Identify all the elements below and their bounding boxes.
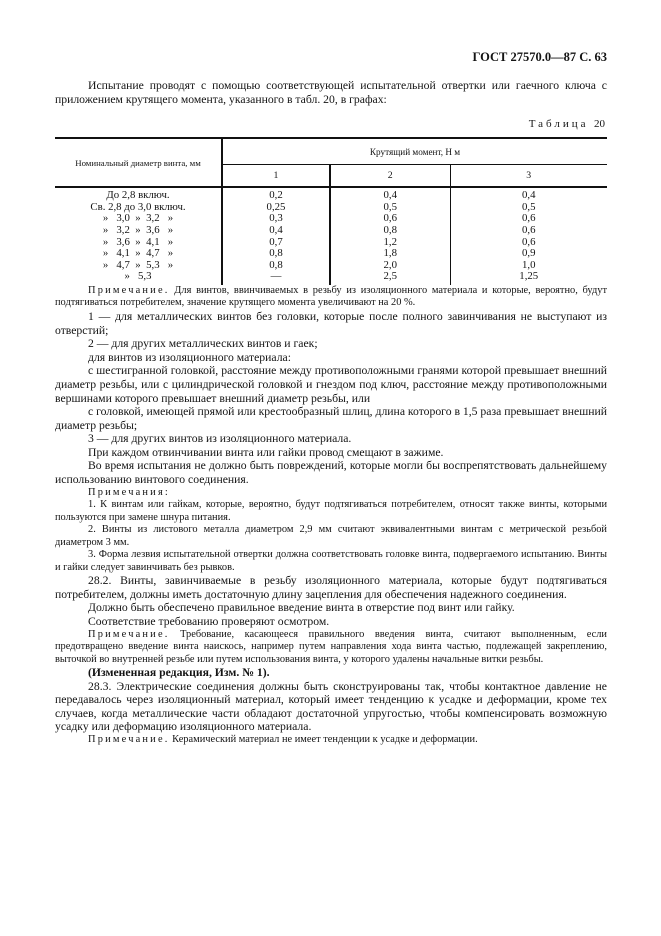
- section-28-2-paragraph-1: 28.2. Винты, завинчиваемые в резьбу изоляционного материала, которые будут подтягиваться потребителем, должны иметь достаточную длину зацепления для обеспечения надежного соединения.: [55, 574, 607, 601]
- cell-torque-2: 0,8: [330, 225, 450, 237]
- intro-paragraph: Испытание проводят с помощью соответствующей испытательной отвертки или гаечного ключа с приложением крутящего момента, указанного в табл. 20, в графах:: [55, 79, 607, 106]
- table-caption-number: 20: [594, 118, 605, 131]
- section-28-2-note-text: Требование, касающееся правильного введения винта, считают выполненным, если предотвращено введение винта наискось, например путем направления хода винта частью, подлежащей закреплению, выточкой во внутренней резьбе или путем использования винта, у которого удалены начальные витки резьбы.: [55, 628, 607, 665]
- cell-torque-2: 2,5: [330, 271, 450, 285]
- cell-diameter: » 4,7 » 5,3 »: [55, 260, 222, 272]
- cell-torque-2: 2,0: [330, 260, 450, 272]
- cell-torque-3: 0,6: [522, 212, 536, 225]
- table-subheader-3: 3: [450, 165, 607, 188]
- table-row: [55, 271, 607, 285]
- table-row: [55, 248, 607, 260]
- list-item-2a: для винтов из изоляционного материала:: [88, 350, 291, 364]
- cell-torque-1: 0,8: [222, 248, 330, 260]
- list-item-1: 1 — для металлических винтов без головки, которые после полного завинчивания не выступают из отверстий;: [55, 309, 607, 337]
- section-28-2-paragraph-2: Должно быть обеспечено правильное введение винта в отверстие под винт или гайку.: [88, 601, 515, 615]
- table-row: [55, 225, 607, 237]
- doc-reference-header: ГОСТ 27570.0—87 С. 63: [472, 50, 607, 64]
- cell-diameter: До 2,8 включ.: [55, 187, 222, 202]
- cell-torque-1: 0,8: [222, 260, 330, 272]
- cell-torque-2: 0,6: [330, 213, 450, 225]
- cell-torque-2: 1,2: [330, 237, 450, 249]
- cell-torque-1: 0,7: [222, 237, 330, 249]
- list-item-2b: с шестигранной головкой, расстояние между противоположными гранями которой превышает внешний диаметр резьбы, или с цилиндрической головкой и гнездом под ключ, расстояние между противоположными вершинами которого превышает внешний диаметр резьбы, или: [55, 364, 607, 405]
- cell-torque-3: 0,9: [522, 247, 536, 260]
- cell-torque-1: 0,4: [222, 225, 330, 237]
- cell-diameter: » 3,6 » 4,1 »: [55, 237, 222, 249]
- table-subheader-2: 2: [330, 165, 450, 188]
- table-header-torque-group: Крутящий момент, Н м: [222, 138, 607, 165]
- table-header-diameter: Номинальный диаметр винта, мм: [55, 138, 222, 187]
- list-item-2c: с головкой, имеющей прямой или крестообразный шлиц, длина которого в 1,5 раза превышает внешний диаметр резьбы;: [55, 405, 607, 432]
- table-subheader-1: 1: [222, 165, 330, 188]
- section-28-3-note: [55, 734, 607, 747]
- table-header-row-group: [55, 138, 607, 165]
- section-28-2-paragraph-3: Соответствие требованию проверяют осмотром.: [88, 614, 330, 628]
- cell-diameter: » 3,0 » 3,2 »: [55, 213, 222, 225]
- cell-torque-1: 0,2: [222, 187, 330, 202]
- table-note-text: Для винтов, ввинчиваемых в резьбу из изоляционного материала и которые, вероятно, будут подтягиваться потребителем, значение крутящего момента увеличивают на 20 %.: [55, 284, 607, 309]
- table-caption: [55, 118, 605, 131]
- list-item-2: 2 — для других металлических винтов и гаек;: [88, 337, 318, 351]
- torque-table: [55, 137, 607, 285]
- note-item-2: 2. Винты из листового металла диаметром 2,9 мм считают эквивалентными винтам с метрической резьбой диаметром 3 мм.: [55, 524, 607, 548]
- paragraph-unscrew: При каждом отвинчивании винта или гайки провод смещают в зажиме.: [88, 445, 444, 459]
- cell-torque-3: 0,4: [522, 189, 536, 202]
- paragraph-damage: Во время испытания не должно быть повреждений, которые могли бы воспрепятствовать дальнейшему использованию винтового соединения.: [55, 459, 607, 487]
- section-28-2-note: [55, 629, 607, 667]
- section-28-2-note-prefix: Примечание.: [88, 628, 170, 640]
- cell-torque-2: 1,8: [330, 248, 450, 260]
- cell-torque-2: 0,4: [330, 187, 450, 202]
- cell-diameter: » 4,1 » 4,7 »: [55, 248, 222, 260]
- cell-diameter: » 5,3: [55, 271, 222, 285]
- cell-diameter: » 3,2 » 3,6 »: [55, 225, 222, 237]
- cell-torque-3: 0,6: [522, 223, 536, 236]
- section-28-3-paragraph-1: 28.3. Электрические соединения должны быть сконструированы так, чтобы контактное давление не передавалось через изоляционный материал, который имеет тенденцию к усадке и деформации, кроме тех случаев, когда металлические части обладают достаточной упругостью, чтобы компенсировать возможную усадку или деформацию изоляционного материала.: [55, 679, 607, 734]
- cell-torque-3: 0,6: [522, 235, 536, 248]
- note-item-1: 1. К винтам или гайкам, которые, вероятно, будут подтягиваться потребителем, относят также винты, которыми пользуются при замене шнура питания.: [55, 499, 607, 523]
- cell-torque-3: 0,5: [522, 200, 536, 213]
- notes-heading: [55, 487, 607, 500]
- cell-torque-3: 1,0: [522, 258, 536, 271]
- table-row: [55, 187, 607, 202]
- cell-torque-1: 0,25: [222, 202, 330, 214]
- list-item-3: 3 — для других винтов из изоляционного материала.: [88, 432, 352, 446]
- cell-torque-1: 0,3: [222, 213, 330, 225]
- notes-heading-text: Примечания:: [88, 486, 171, 498]
- amendment-note: (Измененная редакция, Изм. № 1).: [88, 666, 270, 680]
- section-28-3-note-text: Керамический материал не имеет тенденции к усадке и деформации.: [169, 734, 478, 745]
- cell-torque-3: 1,25: [519, 270, 539, 283]
- section-28-3-note-prefix: Примечание.: [88, 734, 170, 745]
- table-note-prefix: Примечание.: [88, 284, 170, 296]
- cell-diameter: Св. 2,8 до 3,0 включ.: [55, 202, 222, 214]
- table-note: [55, 285, 607, 310]
- cell-torque-2: 0,5: [330, 202, 450, 214]
- cell-torque-1: —: [222, 271, 330, 285]
- table-caption-word: Таблица: [528, 118, 589, 131]
- note-item-3: 3. Форма лезвия испытательной отвертки должна соответствовать головке винта, подвергаемого испытанию. Винты и гайки следует завинчивать без рывков.: [55, 549, 607, 573]
